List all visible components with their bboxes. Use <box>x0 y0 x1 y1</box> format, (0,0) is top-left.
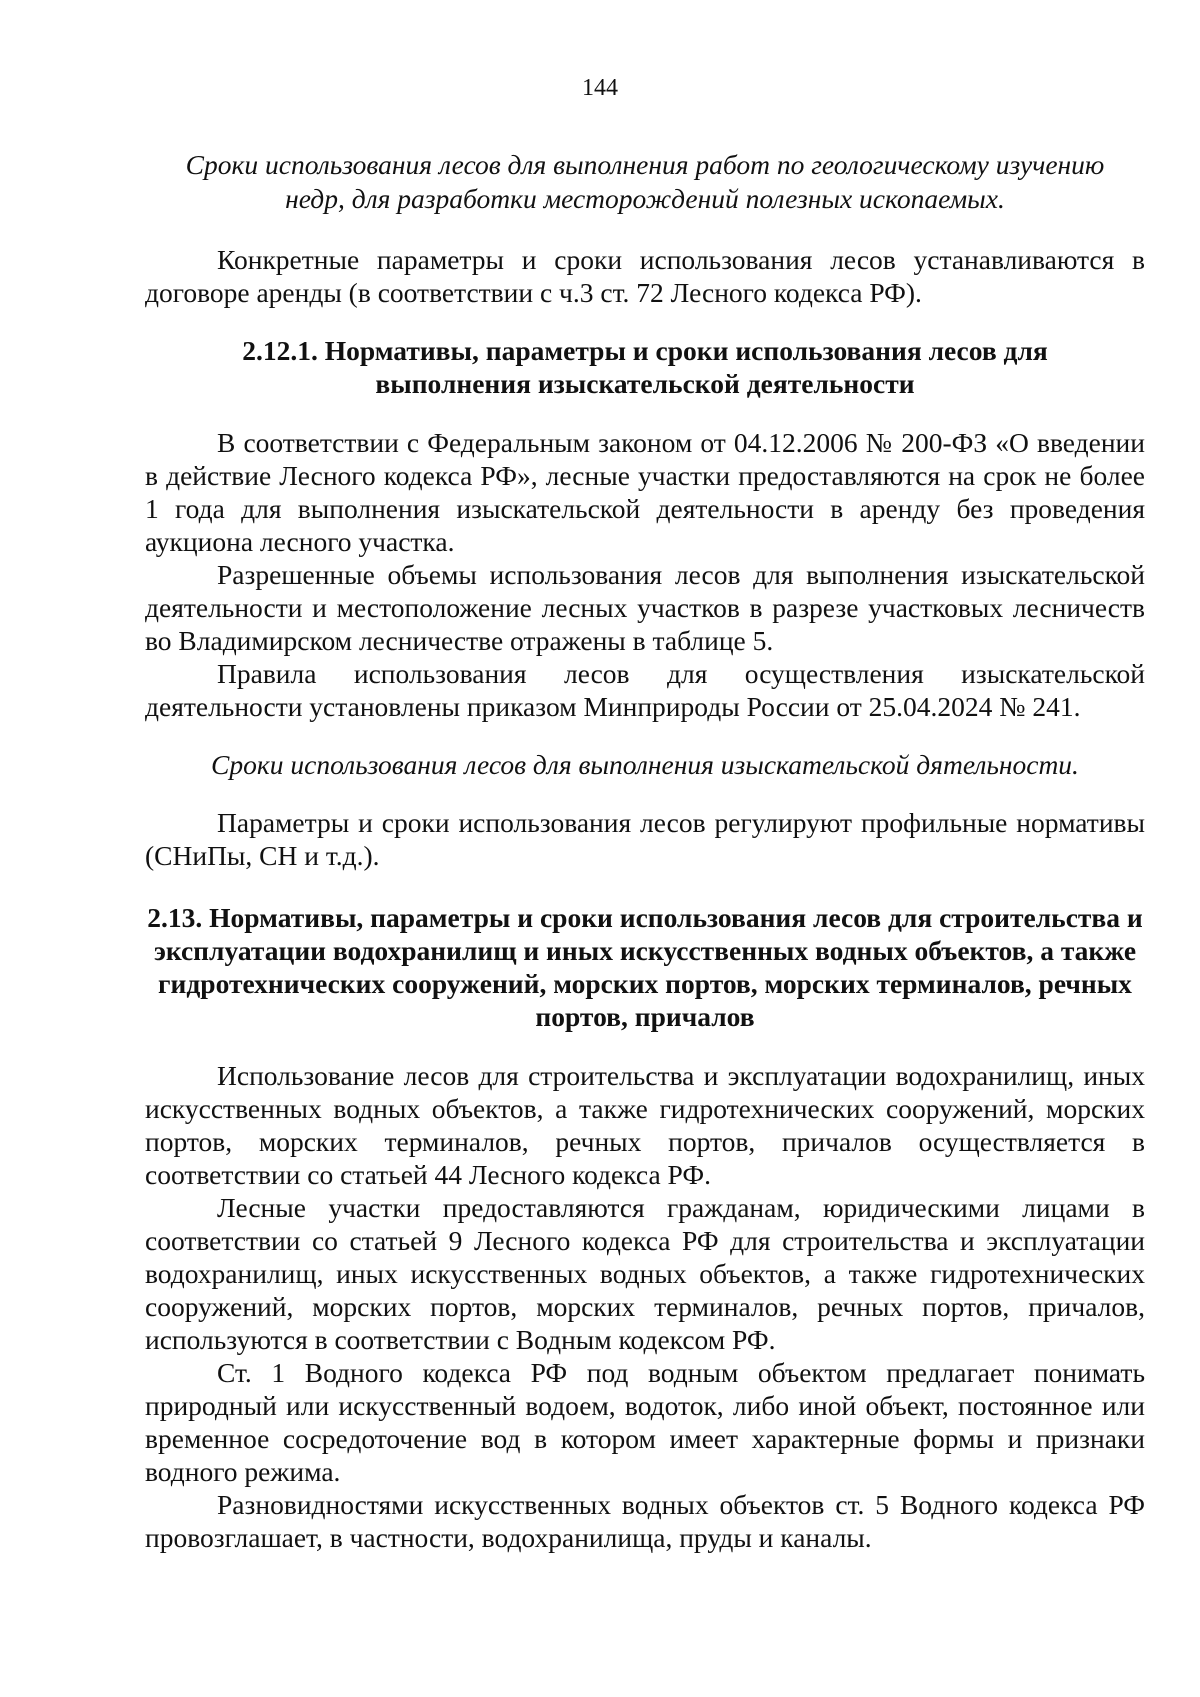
paragraph-rules: Правила использования лесов для осуществления изыскательской деятельности установлены приказом Минприроды России от 25.04.2024 № 241. <box>145 658 1145 722</box>
italic-caption-survey: Сроки использования лесов для выполнения изыскательской дятельности. <box>211 749 1079 780</box>
paragraph-usage-reservoirs: Использование лесов для строительства и эксплуатации водохранилищ, иных искусственных водных объектов, а также гидротехнических сооружений, морских портов, морских терминалов, речных портов, причалов осуществляется в соответствии со статьей 44 Лесного кодекса РФ. <box>145 1060 1145 1190</box>
paragraph-artificial-water-objects: Разновидностями искусственных водных объектов ст. 5 Водного кодекса РФ провозглашает, в частности, водохранилища, пруды и каналы. <box>145 1489 1145 1553</box>
section-heading-2-12-1: 2.12.1. Нормативы, параметры и сроки использования лесов для выполнения изыскательской деятельности <box>242 335 1048 399</box>
page-content <box>145 148 1145 1554</box>
paragraph-lease-terms: Конкретные параметры и сроки использования лесов устанавливаются в договоре аренды (в соответствии с ч.3 ст. 72 Лесного кодекса РФ). <box>145 244 1145 308</box>
paragraph-federal-law: В соответствии с Федеральным законом от 04.12.2006 № 200-ФЗ «О введении в действие Лесного кодекса РФ», лесные участки предоставляются на срок не более 1 года для выполнения изыскательской деятельности в аренду без проведения аукциона лесного участка. <box>145 427 1145 557</box>
section-heading-2-13: 2.13. Нормативы, параметры и сроки использования лесов для строительства и эксплуатации водохранилищ и иных искусственных водных объектов, а также гидротехнических сооружений, морских портов, морских терминалов, речных портов, причалов <box>147 902 1143 1032</box>
paragraph-land-plots: Лесные участки предоставляются гражданам, юридическими лицами в соответствии со статьей 9 Лесного кодекса РФ для строительства и эксплуатации водохранилищ, иных искусственных водных объектов, а также гидротехнических сооружений, морских портов, морских терминалов, речных портов, причалов, используются в соответствии с Водным кодексом РФ. <box>145 1192 1145 1355</box>
italic-caption-geology: Сроки использования лесов для выполнения работ по геологическому изучению недр, для разработки месторождений полезных ископаемых. <box>185 149 1105 214</box>
paragraph-allowed-volumes: Разрешенные объемы использования лесов для выполнения изыскательской деятельности и местоположение лесных участков в разрезе участковых лесничеств во Владимирском лесничестве отражены в таблице 5. <box>145 559 1145 656</box>
paragraph-parameters: Параметры и сроки использования лесов регулируют профильные нормативы (СНиПы, СН и т.д.). <box>145 807 1145 871</box>
page-number: 144 <box>582 75 618 101</box>
paragraph-water-object-definition: Ст. 1 Водного кодекса РФ под водным объектом предлагает понимать природный или искусственный водоем, водоток, либо иной объект, постоянное или временное сосредоточение вод в котором имеет характерные формы и признаки водного режима. <box>145 1357 1145 1487</box>
